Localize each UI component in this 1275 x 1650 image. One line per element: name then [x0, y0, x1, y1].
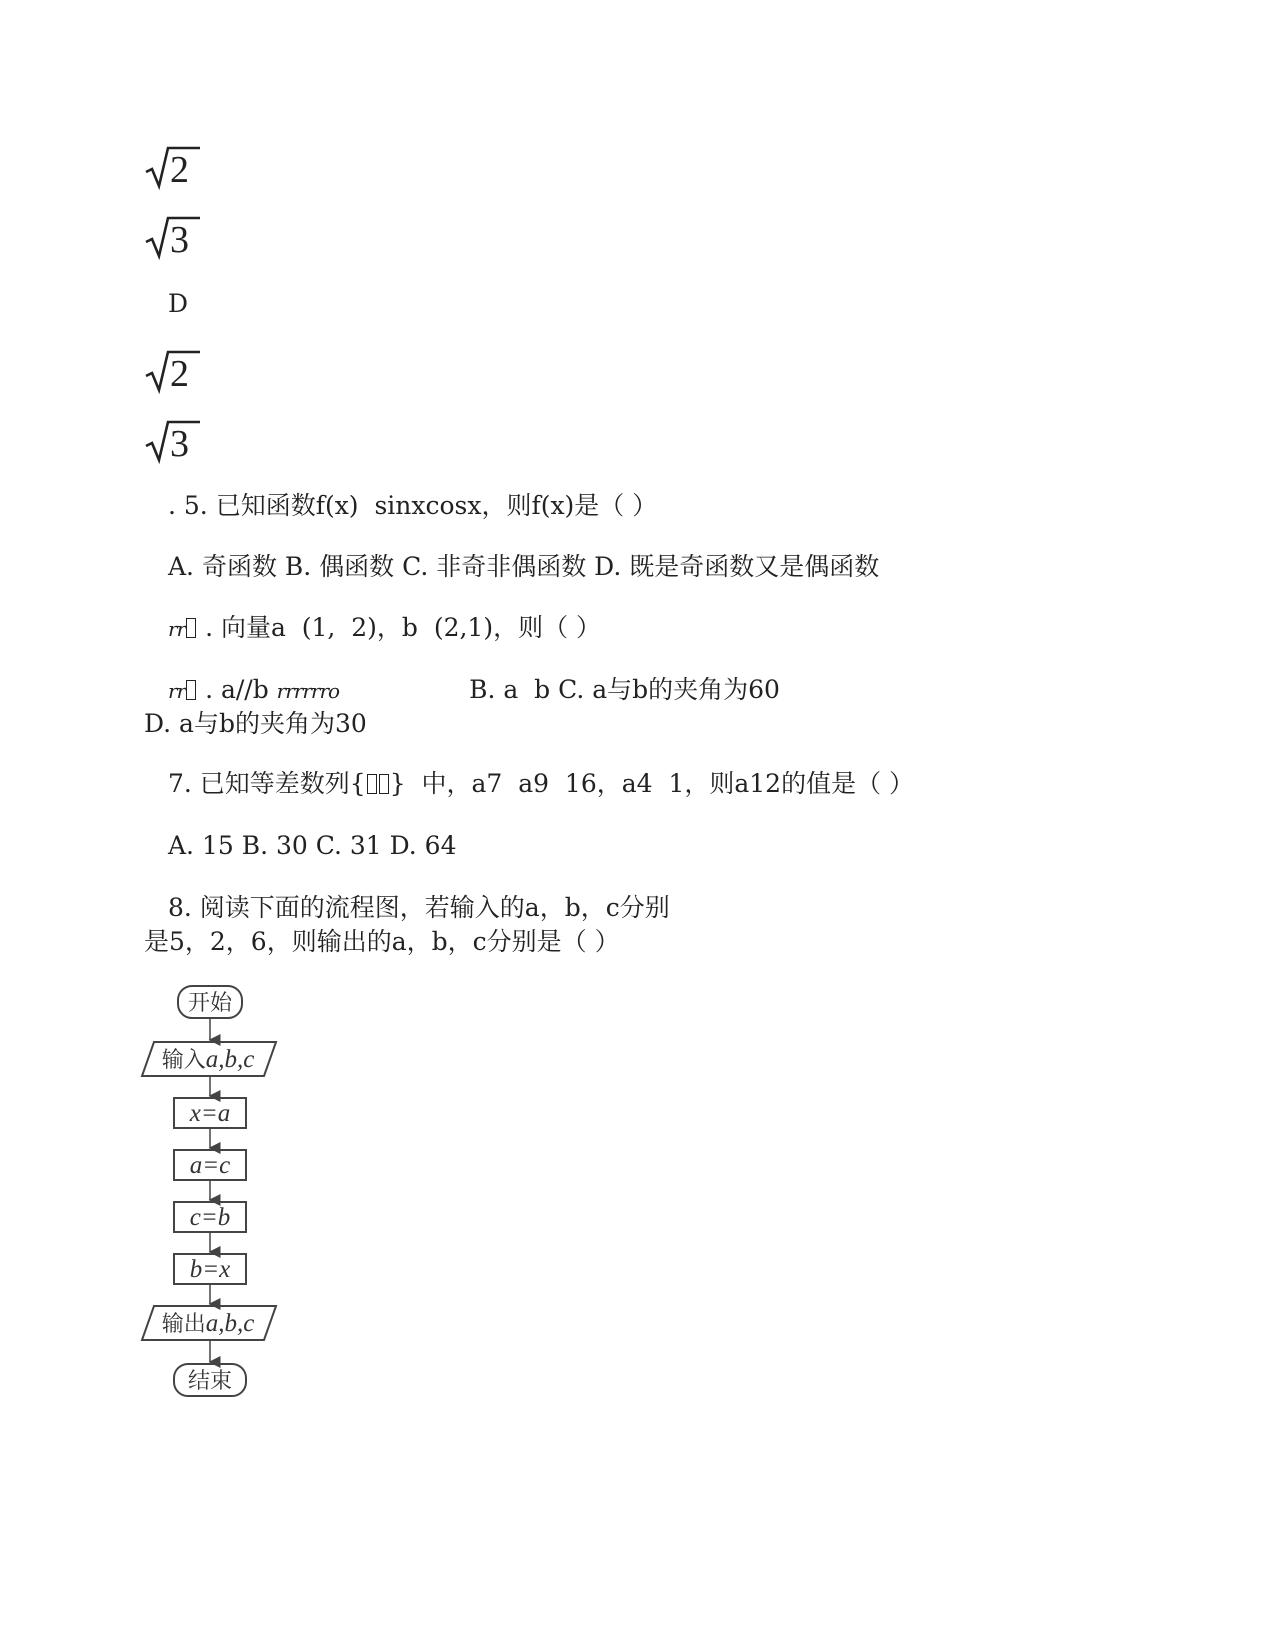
flowchart-step-label: x=a — [189, 1100, 231, 1127]
missing-glyph-box — [379, 774, 389, 794]
sqrt-3-expression — [144, 212, 204, 260]
question-5-stem: . 5. 已知函数f(x) sinxcosx，则f(x)是（ ） — [168, 491, 658, 520]
flowchart-step-label: c=b — [189, 1204, 231, 1231]
question-7-options: A. 15 B. 30 C. 31 D. 64 — [168, 831, 457, 860]
sqrt-radicand: 3 — [170, 423, 189, 464]
question-6-options-bc: B. a b C. a与b的夹角为60 — [469, 675, 780, 704]
question-7-text-pre: 7. 已知等差数列{ — [168, 769, 366, 798]
flowchart-end-label: 结束 — [187, 1369, 233, 1394]
flowchart — [140, 982, 300, 1422]
question-6-text: . 向量a (1, 2)，b (2,1)，则（ ） — [197, 613, 602, 642]
missing-glyph-box — [186, 618, 196, 638]
flowchart-start-label: 开始 — [187, 991, 233, 1016]
sqrt-radicand: 2 — [170, 353, 189, 394]
flowchart-step-label: a=c — [189, 1152, 231, 1179]
garbled-text: rrrrrro — [276, 679, 340, 703]
sqrt-3-expression — [144, 416, 204, 464]
question-6-options-row1 — [168, 674, 780, 707]
sqrt-radicand: 3 — [170, 219, 189, 260]
question-7-text-post: } 中，a7 a9 16，a4 1，则a12的值是（ ） — [389, 769, 915, 798]
question-5-options: A. 奇函数 B. 偶函数 C. 非奇非偶函数 D. 既是奇函数又是偶函数 — [168, 552, 880, 581]
missing-glyph-box — [186, 680, 196, 700]
missing-glyph-box — [367, 774, 377, 794]
question-8-stem-line2: 是5，2，6，则输出的a，b，c分别是（ ） — [144, 927, 620, 956]
question-6-option-d: D. a与b的夹角为30 — [144, 709, 367, 738]
question-6-stem — [168, 612, 601, 645]
question-6-option-a: . a//b — [197, 675, 277, 704]
question-7-stem — [168, 768, 914, 800]
sqrt-radicand: 2 — [170, 149, 189, 190]
flowchart-step-label: b=x — [189, 1256, 231, 1283]
sqrt-2-expression — [144, 346, 204, 394]
flowchart-output-label: 输出a,b,c — [161, 1310, 255, 1337]
garbled-prefix: rr — [168, 617, 186, 641]
question-8-stem-line1: 8. 阅读下面的流程图，若输入的a，b，c分别 — [168, 893, 670, 922]
option-d-label: D — [168, 289, 189, 318]
garbled-prefix: rr — [168, 679, 186, 703]
sqrt-2-expression — [144, 142, 204, 190]
flowchart-input-label: 输入a,b,c — [161, 1046, 255, 1073]
